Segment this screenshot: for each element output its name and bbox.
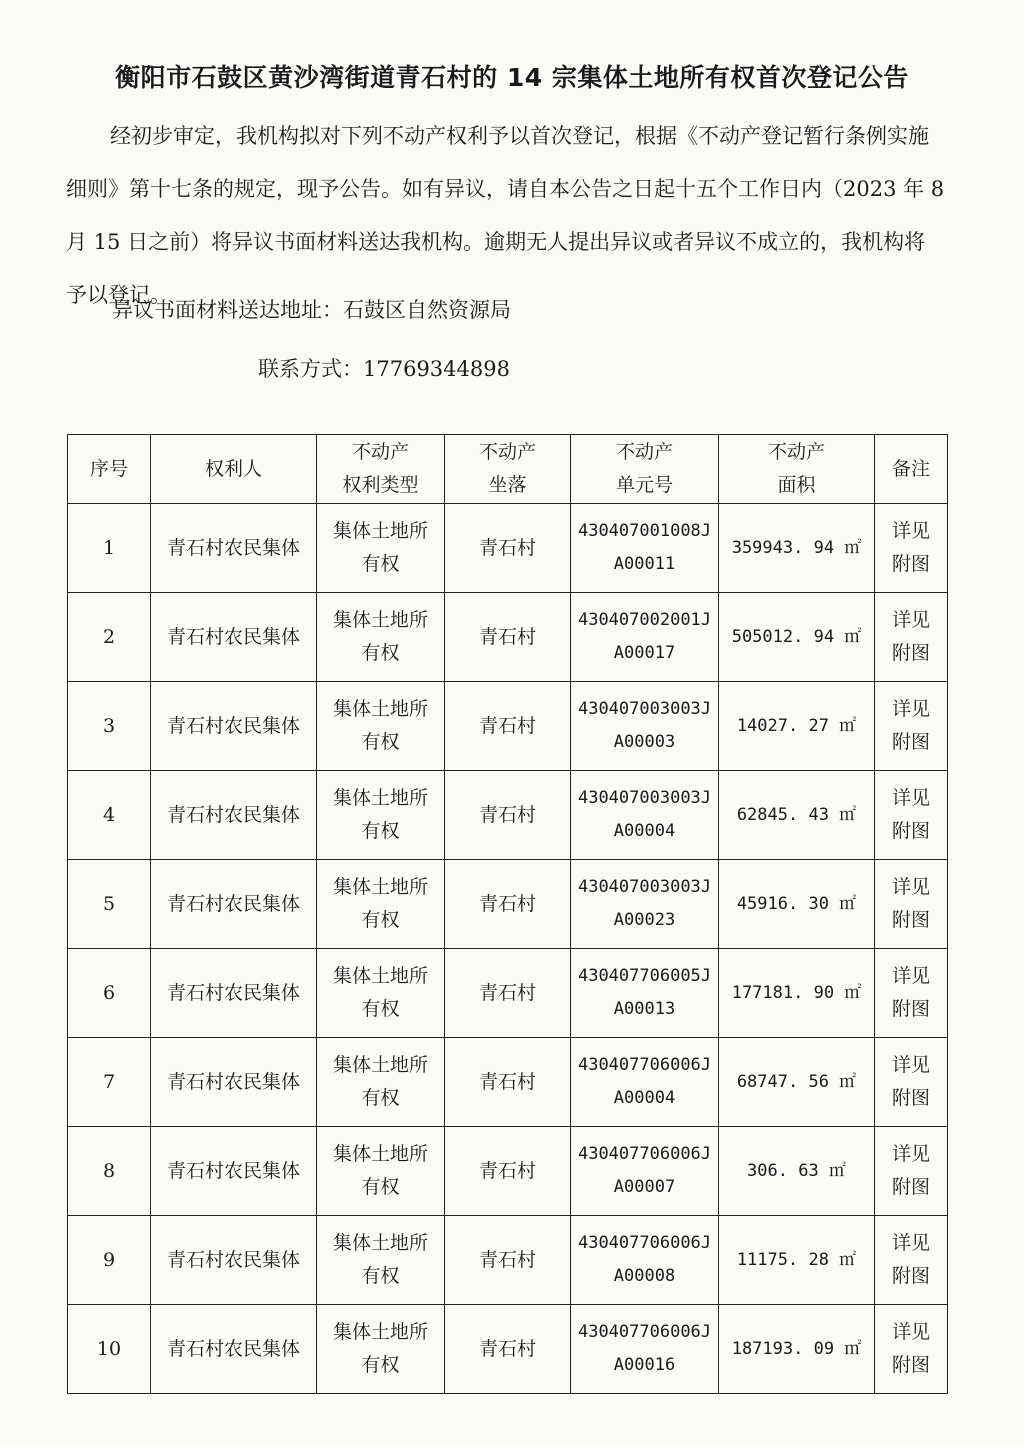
cell-unit-number	[571, 949, 719, 1038]
contact-line: 联系方式：17769344898	[258, 357, 510, 381]
registration-table	[67, 434, 948, 1394]
cell-right-type	[317, 1305, 445, 1394]
intro-paragraph: 经初步审定，我机构拟对下列不动产权利予以首次登记，根据《不动产登记暂行条例实施细则》第十七条的规定，现予公告。如有异议，请自本公告之日起十五个工作日内（2023 年 8 月 15 日之前）将异议书面材料送达我机构。逾期无人提出异议或者异议不成立的，我机构将予以登记。	[66, 124, 945, 307]
header-area	[719, 435, 875, 504]
header-unit-number-line2: 单元号	[615, 474, 673, 496]
cell-unit-number-line1: 430407003003J	[577, 788, 712, 808]
cell-unit-number-line2: A00003	[613, 732, 676, 752]
cell-remark-line1: 详见	[891, 520, 930, 542]
cell-remark	[875, 1305, 948, 1394]
cell-right-type-line2: 有权	[361, 731, 400, 753]
cell-unit-number	[571, 682, 719, 771]
cell-right-type	[317, 771, 445, 860]
cell-right-type	[317, 1216, 445, 1305]
cell-right-type-line2: 有权	[361, 820, 400, 842]
cell-remark-line2: 附图	[891, 553, 930, 575]
cell-right-type-line1: 集体土地所	[332, 698, 428, 720]
table-header-row	[68, 435, 948, 504]
table-row	[68, 1305, 948, 1394]
cell-right-type	[317, 593, 445, 682]
cell-right-type	[317, 860, 445, 949]
cell-unit-number	[571, 1127, 719, 1216]
cell-right-type-line2: 有权	[361, 909, 400, 931]
cell-seq: 2	[68, 593, 151, 682]
cell-unit-number-line1: 430407002001J	[577, 610, 712, 630]
cell-unit-number	[571, 1038, 719, 1127]
cell-right-type	[317, 1038, 445, 1127]
header-unit-number	[571, 435, 719, 504]
cell-seq: 7	[68, 1038, 151, 1127]
header-area-line2: 面积	[777, 474, 816, 496]
cell-right-type-line1: 集体土地所	[332, 965, 428, 987]
cell-area: 187193. 09 ㎡	[719, 1305, 875, 1394]
cell-unit-number-line2: A00023	[613, 910, 676, 930]
cell-holder: 青石村农民集体	[151, 1305, 317, 1394]
table-body	[68, 504, 948, 1394]
cell-holder: 青石村农民集体	[151, 682, 317, 771]
header-holder: 权利人	[151, 435, 317, 504]
cell-remark-line2: 附图	[891, 1265, 930, 1287]
cell-remark	[875, 1127, 948, 1216]
cell-unit-number	[571, 1216, 719, 1305]
cell-location: 青石村	[445, 1305, 571, 1394]
cell-seq: 4	[68, 771, 151, 860]
header-seq: 序号	[68, 435, 151, 504]
table-row	[68, 949, 948, 1038]
table-row	[68, 593, 948, 682]
cell-location: 青石村	[445, 1216, 571, 1305]
cell-seq: 8	[68, 1127, 151, 1216]
cell-right-type	[317, 1127, 445, 1216]
cell-right-type-line2: 有权	[361, 998, 400, 1020]
cell-area: 505012. 94 ㎡	[719, 593, 875, 682]
cell-right-type	[317, 504, 445, 593]
cell-location: 青石村	[445, 1038, 571, 1127]
cell-unit-number-line2: A00004	[613, 1088, 676, 1108]
cell-area: 177181. 90 ㎡	[719, 949, 875, 1038]
cell-remark-line2: 附图	[891, 1354, 930, 1376]
cell-right-type-line1: 集体土地所	[332, 609, 428, 631]
cell-holder: 青石村农民集体	[151, 1216, 317, 1305]
cell-location: 青石村	[445, 1127, 571, 1216]
cell-seq: 10	[68, 1305, 151, 1394]
cell-holder: 青石村农民集体	[151, 771, 317, 860]
cell-unit-number	[571, 593, 719, 682]
header-right-type	[317, 435, 445, 504]
cell-area: 359943. 94 ㎡	[719, 504, 875, 593]
table-row	[68, 504, 948, 593]
cell-seq: 9	[68, 1216, 151, 1305]
cell-right-type	[317, 682, 445, 771]
cell-unit-number-line1: 430407001008J	[577, 521, 712, 541]
cell-area: 62845. 43 ㎡	[719, 771, 875, 860]
cell-remark-line2: 附图	[891, 731, 930, 753]
cell-remark	[875, 860, 948, 949]
cell-unit-number-line2: A00008	[613, 1266, 676, 1286]
cell-right-type-line1: 集体土地所	[332, 1054, 428, 1076]
cell-right-type-line1: 集体土地所	[332, 787, 428, 809]
cell-remark-line1: 详见	[891, 876, 930, 898]
page-title: 衡阳市石鼓区黄沙湾街道青石村的 14 宗集体土地所有权首次登记公告	[115, 63, 909, 92]
cell-remark-line2: 附图	[891, 1176, 930, 1198]
cell-right-type-line2: 有权	[361, 642, 400, 664]
cell-area: 306. 63 ㎡	[719, 1127, 875, 1216]
cell-holder: 青石村农民集体	[151, 1038, 317, 1127]
cell-unit-number-line1: 430407003003J	[577, 699, 712, 719]
cell-right-type-line1: 集体土地所	[332, 1232, 428, 1254]
cell-seq: 1	[68, 504, 151, 593]
cell-unit-number	[571, 504, 719, 593]
table-row	[68, 860, 948, 949]
cell-seq: 3	[68, 682, 151, 771]
cell-unit-number-line1: 430407706006J	[577, 1055, 712, 1075]
cell-remark	[875, 1216, 948, 1305]
cell-right-type-line1: 集体土地所	[332, 876, 428, 898]
cell-remark-line1: 详见	[891, 1232, 930, 1254]
header-location-line1: 不动产	[478, 441, 536, 463]
cell-unit-number-line1: 430407706005J	[577, 966, 712, 986]
cell-remark	[875, 949, 948, 1038]
table-row	[68, 1216, 948, 1305]
cell-remark-line2: 附图	[891, 1087, 930, 1109]
cell-right-type-line2: 有权	[361, 1354, 400, 1376]
cell-right-type-line2: 有权	[361, 553, 400, 575]
cell-remark-line1: 详见	[891, 787, 930, 809]
cell-seq: 5	[68, 860, 151, 949]
cell-unit-number	[571, 860, 719, 949]
cell-holder: 青石村农民集体	[151, 949, 317, 1038]
address-line: 异议书面材料送达地址：石鼓区自然资源局	[112, 298, 511, 322]
cell-unit-number-line1: 430407706006J	[577, 1144, 712, 1164]
cell-remark-line1: 详见	[891, 1143, 930, 1165]
cell-remark-line2: 附图	[891, 998, 930, 1020]
cell-unit-number-line2: A00016	[613, 1355, 676, 1375]
table-row	[68, 771, 948, 860]
cell-right-type-line1: 集体土地所	[332, 1321, 428, 1343]
cell-remark-line1: 详见	[891, 1321, 930, 1343]
cell-unit-number-line2: A00013	[613, 999, 676, 1019]
cell-location: 青石村	[445, 593, 571, 682]
cell-holder: 青石村农民集体	[151, 593, 317, 682]
cell-area: 11175. 28 ㎡	[719, 1216, 875, 1305]
cell-remark-line2: 附图	[891, 909, 930, 931]
cell-holder: 青石村农民集体	[151, 860, 317, 949]
cell-remark-line2: 附图	[891, 820, 930, 842]
cell-location: 青石村	[445, 682, 571, 771]
cell-unit-number	[571, 771, 719, 860]
cell-unit-number-line1: 430407003003J	[577, 877, 712, 897]
cell-unit-number-line2: A00011	[613, 554, 676, 574]
cell-unit-number-line1: 430407706006J	[577, 1233, 712, 1253]
header-location-line2: 坐落	[488, 474, 527, 496]
cell-remark-line1: 详见	[891, 609, 930, 631]
cell-right-type-line2: 有权	[361, 1176, 400, 1198]
cell-seq: 6	[68, 949, 151, 1038]
cell-remark	[875, 682, 948, 771]
cell-right-type-line2: 有权	[361, 1265, 400, 1287]
cell-area: 14027. 27 ㎡	[719, 682, 875, 771]
cell-remark	[875, 1038, 948, 1127]
cell-location: 青石村	[445, 504, 571, 593]
header-right-type-line2: 权利类型	[342, 474, 419, 496]
cell-unit-number	[571, 1305, 719, 1394]
cell-unit-number-line2: A00004	[613, 821, 676, 841]
cell-holder: 青石村农民集体	[151, 1127, 317, 1216]
header-unit-number-line1: 不动产	[615, 441, 673, 463]
cell-remark-line1: 详见	[891, 965, 930, 987]
cell-location: 青石村	[445, 771, 571, 860]
table-row	[68, 682, 948, 771]
table-row	[68, 1038, 948, 1127]
cell-area: 45916. 30 ㎡	[719, 860, 875, 949]
header-location	[445, 435, 571, 504]
cell-location: 青石村	[445, 860, 571, 949]
cell-unit-number-line2: A00017	[613, 643, 676, 663]
cell-remark	[875, 771, 948, 860]
header-remark: 备注	[875, 435, 948, 504]
table-row	[68, 1127, 948, 1216]
cell-remark-line1: 详见	[891, 698, 930, 720]
cell-location: 青石村	[445, 949, 571, 1038]
cell-unit-number-line1: 430407706006J	[577, 1322, 712, 1342]
cell-unit-number-line2: A00007	[613, 1177, 676, 1197]
cell-remark-line2: 附图	[891, 642, 930, 664]
cell-remark	[875, 593, 948, 682]
cell-holder: 青石村农民集体	[151, 504, 317, 593]
cell-remark-line1: 详见	[891, 1054, 930, 1076]
header-right-type-line1: 不动产	[351, 441, 409, 463]
header-area-line1: 不动产	[767, 441, 825, 463]
cell-right-type-line1: 集体土地所	[332, 1143, 428, 1165]
cell-remark	[875, 504, 948, 593]
cell-area: 68747. 56 ㎡	[719, 1038, 875, 1127]
cell-right-type-line1: 集体土地所	[332, 520, 428, 542]
cell-right-type	[317, 949, 445, 1038]
cell-right-type-line2: 有权	[361, 1087, 400, 1109]
